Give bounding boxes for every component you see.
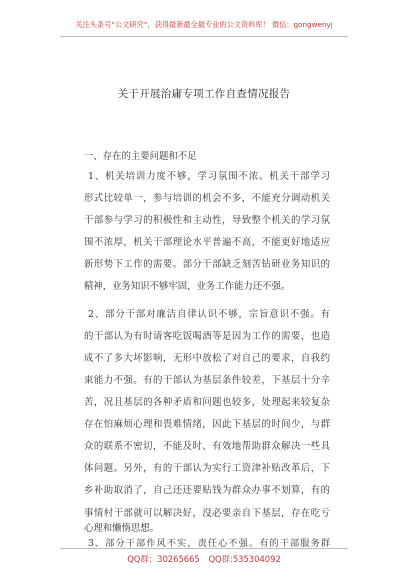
body-line: 精神，业务知识不够牢固，业务工作能力还不强。 <box>84 281 291 292</box>
body-line: 苦，况且基层的各种矛盾和问题也较多，处理起来较复杂 <box>84 397 330 408</box>
footer-qq-group-2: QQ群:535304092 <box>208 554 281 564</box>
header-promo-note: 关注头条号“公文研究”，获得最新最全最专业的公文资料库！ 微信：gongwenyj <box>75 20 333 29</box>
body-line: 束能力不强。有的干部认为基层条件较差，下基层十分辛 <box>84 375 330 386</box>
body-line: 体问题。另外，有的干部认为实行工资津补贴改革后，下 <box>84 463 330 474</box>
body-line: 2、部分干部对廉洁自律认识不够，宗旨意识不强。有 <box>88 309 330 320</box>
body-line: 新形势下工作的需要。部分干部缺乏刻苦钻研业务知识的 <box>84 259 330 270</box>
body-line: 乡补助取消了，自己还还要贴钱为群众办事不划算，有的 <box>84 485 330 496</box>
footer-contacts <box>0 553 408 565</box>
document-title: 关于开展治庸专项工作自查情况报告 <box>117 88 291 100</box>
body-line: 的干部认为有时请客吃饭喝酒等是因为工作的需要，也造 <box>84 331 330 342</box>
header-divider <box>60 36 348 37</box>
body-line: 成不了多大坏影响，无形中放松了对自己的要求，自我约 <box>84 353 330 364</box>
body-line: 3、部分干部作风不实，责任心不强。有的干部服务群 <box>88 538 330 549</box>
body-line: 干部参与学习的积极性和主动性，导致整个机关的学习氛 <box>84 215 330 226</box>
body-line: 存在怕麻烦心理和畏难情绪，因此下基层的时间少，与群 <box>84 419 330 430</box>
body-line: 围不浓厚，机关干部理论水平普遍不高，不能更好地适应 <box>84 237 330 248</box>
body-line: 心理和懒惰思想。 <box>84 523 160 534</box>
footer-qq-group-1: QQ群：30265665 <box>127 554 200 564</box>
body-line: 众的联系不密切，不能及时、有效地帮助群众解决一些具 <box>84 441 330 452</box>
footer-divider <box>60 548 348 549</box>
body-line: 事情村干部就可以解决好，没必要亲自下基层，存在吃亏 <box>84 508 330 519</box>
body-line: 形式比较单一，参与培训的机会不多，不能充分调动机关 <box>84 193 330 204</box>
section-heading: 一、存在的主要问题和不足 <box>84 151 197 162</box>
body-line: 1、机关培训力度不够，学习氛围不浓。机关干部学习 <box>88 171 330 182</box>
